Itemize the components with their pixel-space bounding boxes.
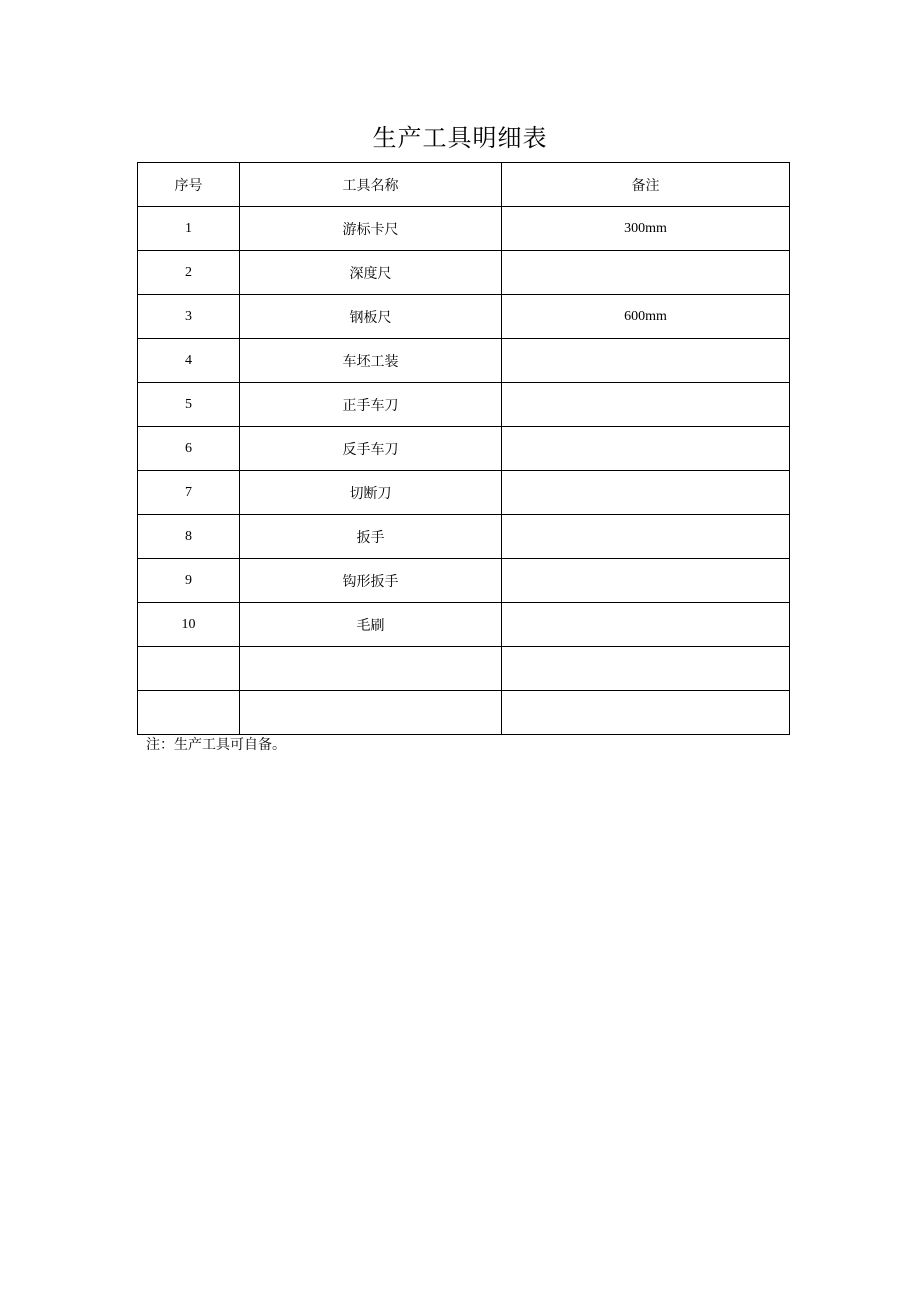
cell-remark (502, 691, 790, 735)
cell-remark: 300mm (502, 207, 790, 251)
cell-name (240, 691, 502, 735)
table-row (138, 559, 790, 603)
cell-name: 切断刀 (240, 471, 502, 515)
header-name: 工具名称 (240, 163, 502, 207)
table-row (138, 471, 790, 515)
cell-name: 车坯工装 (240, 339, 502, 383)
table-row (138, 383, 790, 427)
cell-remark (502, 471, 790, 515)
cell-name: 深度尺 (240, 251, 502, 295)
cell-no: 5 (138, 383, 240, 427)
cell-remark (502, 251, 790, 295)
table-row (138, 515, 790, 559)
table-row (138, 647, 790, 691)
cell-name: 游标卡尺 (240, 207, 502, 251)
cell-no: 10 (138, 603, 240, 647)
cell-remark: 600mm (502, 295, 790, 339)
cell-no: 3 (138, 295, 240, 339)
header-remark: 备注 (502, 163, 790, 207)
table-row (138, 295, 790, 339)
cell-name: 毛刷 (240, 603, 502, 647)
cell-name: 正手车刀 (240, 383, 502, 427)
tools-table (137, 162, 790, 735)
cell-remark (502, 383, 790, 427)
cell-no: 1 (138, 207, 240, 251)
cell-name: 反手车刀 (240, 427, 502, 471)
cell-remark (502, 559, 790, 603)
table-row (138, 427, 790, 471)
page-title: 生产工具明细表 (372, 124, 548, 152)
table-row (138, 339, 790, 383)
table-header-row (138, 163, 790, 207)
footnote: 注：生产工具可自备。 (146, 737, 286, 753)
cell-no: 7 (138, 471, 240, 515)
cell-name: 钩形扳手 (240, 559, 502, 603)
cell-remark (502, 647, 790, 691)
cell-no: 6 (138, 427, 240, 471)
cell-name: 钢板尺 (240, 295, 502, 339)
cell-remark (502, 603, 790, 647)
table-row (138, 251, 790, 295)
cell-no (138, 647, 240, 691)
cell-remark (502, 339, 790, 383)
cell-name: 扳手 (240, 515, 502, 559)
header-no: 序号 (138, 163, 240, 207)
table-row (138, 691, 790, 735)
table-row (138, 603, 790, 647)
cell-no: 9 (138, 559, 240, 603)
cell-no: 4 (138, 339, 240, 383)
cell-no: 2 (138, 251, 240, 295)
cell-no (138, 691, 240, 735)
cell-remark (502, 515, 790, 559)
table-row (138, 207, 790, 251)
cell-remark (502, 427, 790, 471)
cell-name (240, 647, 502, 691)
cell-no: 8 (138, 515, 240, 559)
